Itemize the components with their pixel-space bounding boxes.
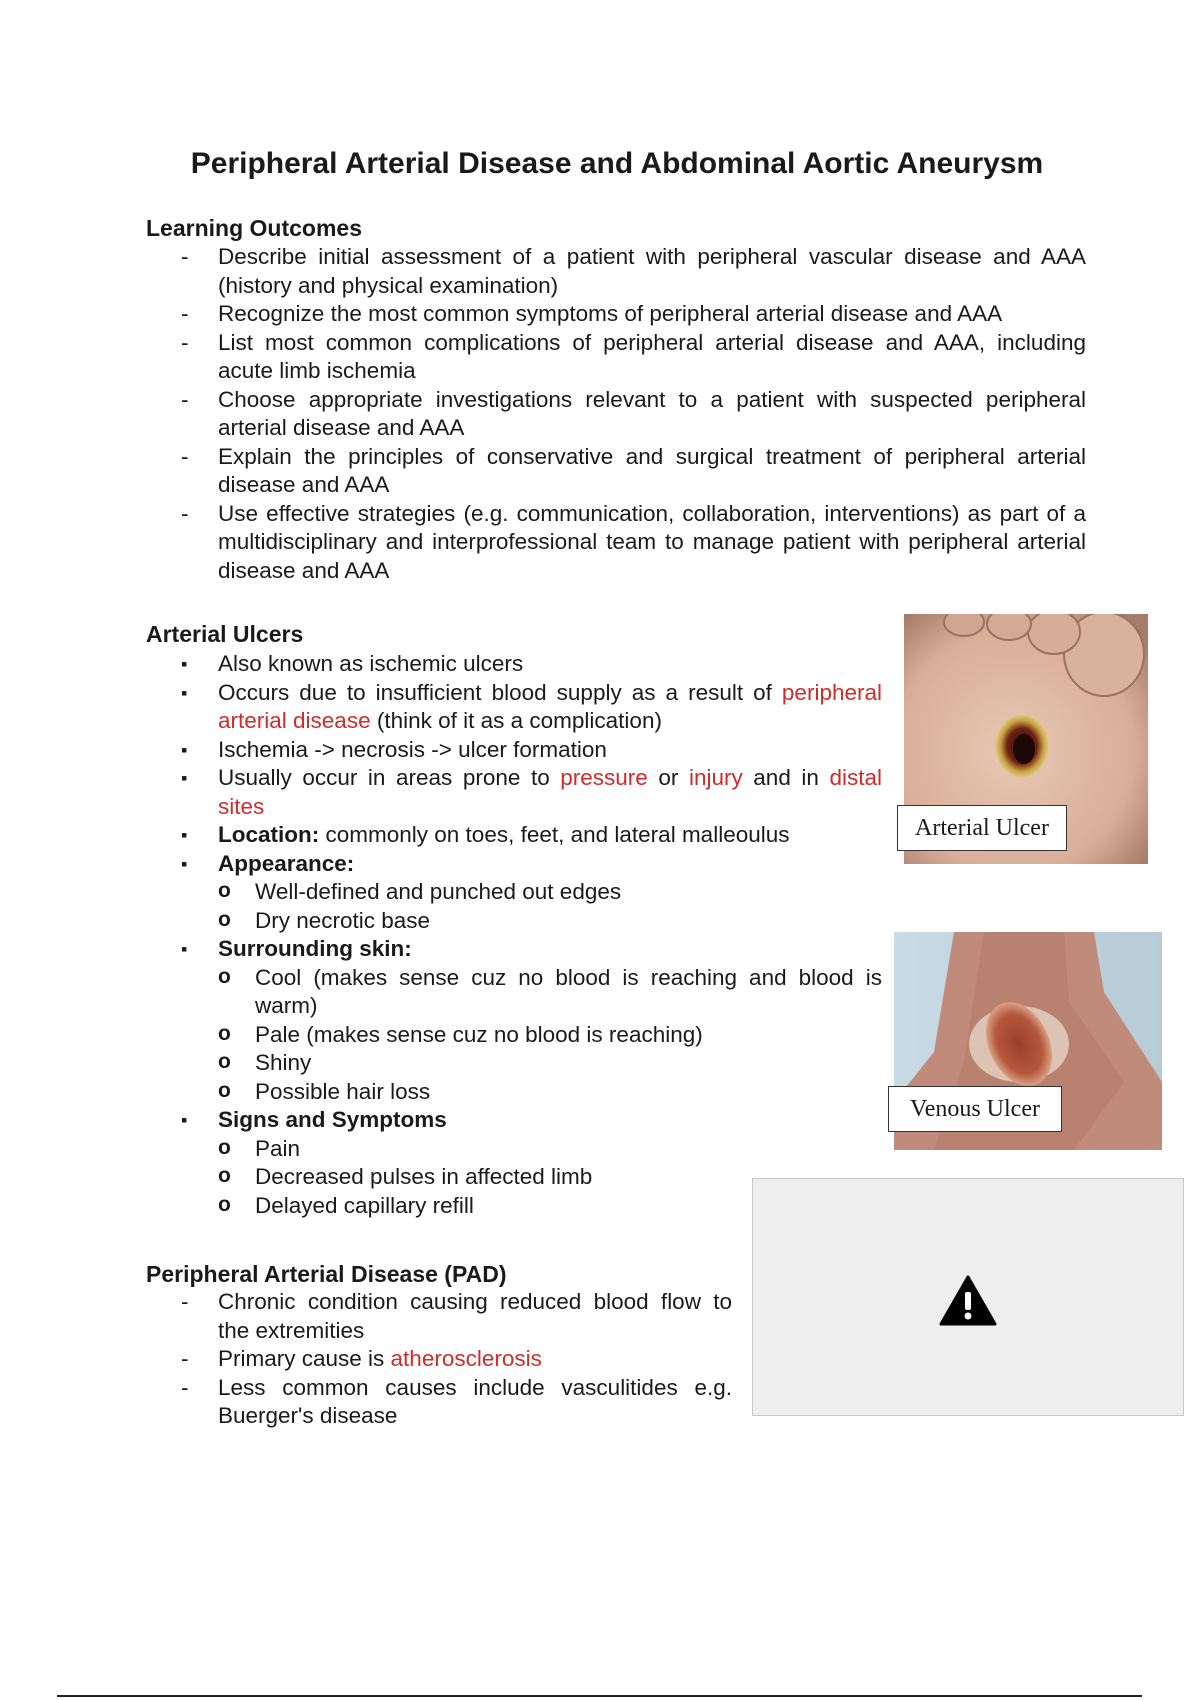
- page-title: Peripheral Arterial Disease and Abdominal Aortic Aneurysm: [190, 147, 1044, 180]
- list-item: - List most common complications of peripheral arterial disease and AAA, including acute limb ischemia: [146, 329, 1086, 386]
- list-item: ▪ Ischemia -> necrosis -> ulcer formation: [146, 736, 882, 765]
- arterial-ulcer-label: Arterial Ulcer: [897, 805, 1067, 851]
- sub-item: o Cool (makes sense cuz no blood is reaching and blood is warm): [218, 964, 882, 1021]
- highlight-text: distal sites: [218, 765, 883, 819]
- sub-item: o Shiny: [218, 1049, 882, 1078]
- highlight-text: pressure: [560, 765, 648, 790]
- sub-item: o Pain: [218, 1135, 882, 1164]
- venous-ulcer-label: Venous Ulcer: [888, 1086, 1062, 1132]
- list-item: ▪ Appearance: o Well-defined and punched out edges o Dry necrotic base: [146, 850, 882, 936]
- surrounding-skin-sublist: [218, 964, 882, 1107]
- list-item: - Use effective strategies (e.g. communication, collaboration, interventions) as part of a multidisciplinary and interprofessional team to manage patient with peripheral arterial disease and AAA: [146, 500, 1086, 586]
- highlight-text: atherosclerosis: [390, 1346, 542, 1371]
- highlight-text: injury: [688, 765, 743, 790]
- learning-outcomes-list: [146, 243, 1086, 585]
- list-item: - Choose appropriate investigations relevant to a patient with suspected peripheral arterial disease and AAA: [146, 386, 1086, 443]
- sub-item: o Delayed capillary refill: [218, 1192, 882, 1221]
- pad-list: [146, 1288, 732, 1431]
- list-item: ▪ Location: commonly on toes, feet, and lateral malleoulus: [146, 821, 882, 850]
- list-item: ▪ Usually occur in areas prone to pressure or injury and in distal sites: [146, 764, 882, 821]
- list-item: - Chronic condition causing reduced blood flow to the extremities: [146, 1288, 732, 1345]
- sub-item: o Decreased pulses in affected limb: [218, 1163, 882, 1192]
- sub-item: o Pale (makes sense cuz no blood is reaching): [218, 1021, 882, 1050]
- appearance-sublist: [218, 878, 882, 935]
- pad-heading: Peripheral Arterial Disease (PAD): [146, 1261, 507, 1287]
- arterial-ulcers-list: [146, 650, 882, 1220]
- list-item: - Explain the principles of conservative and surgical treatment of peripheral arterial disease and AAA: [146, 443, 1086, 500]
- list-item: - Less common causes include vasculitides e.g. Buerger's disease: [146, 1374, 732, 1431]
- list-item: ▪ Surrounding skin: o Cool (makes sense cuz no blood is reaching and blood is warm) o Pale (makes sense cuz no blood is reaching) o Shiny o Possible hair loss: [146, 935, 882, 1106]
- list-item: - Describe initial assessment of a patient with peripheral vascular disease and AAA (history and physical examination): [146, 243, 1086, 300]
- arterial-ulcers-heading: Arterial Ulcers: [146, 621, 304, 647]
- highlight-text: peripheral arterial disease: [218, 679, 882, 733]
- list-item: ▪ Also known as ischemic ulcers: [146, 650, 882, 679]
- image-placeholder: [752, 1178, 1184, 1416]
- list-item: - Primary cause is atherosclerosis: [146, 1345, 732, 1374]
- sub-item: o Well-defined and punched out edges: [218, 878, 882, 907]
- list-item: ▪ Signs and Symptoms o Pain o Decreased pulses in affected limb o Delayed capillary refill: [146, 1106, 882, 1220]
- list-item: - Recognize the most common symptoms of peripheral arterial disease and AAA: [146, 300, 1086, 329]
- learning-outcomes-heading: Learning Outcomes: [146, 215, 362, 241]
- sub-item: o Dry necrotic base: [218, 907, 882, 936]
- footer-divider: [57, 1695, 1142, 1697]
- sub-item: o Possible hair loss: [218, 1078, 882, 1107]
- warning-icon: [939, 1275, 997, 1327]
- list-item: ▪ Occurs due to insufficient blood supply as a result of peripheral arterial disease (think of it as a complication): [146, 679, 882, 736]
